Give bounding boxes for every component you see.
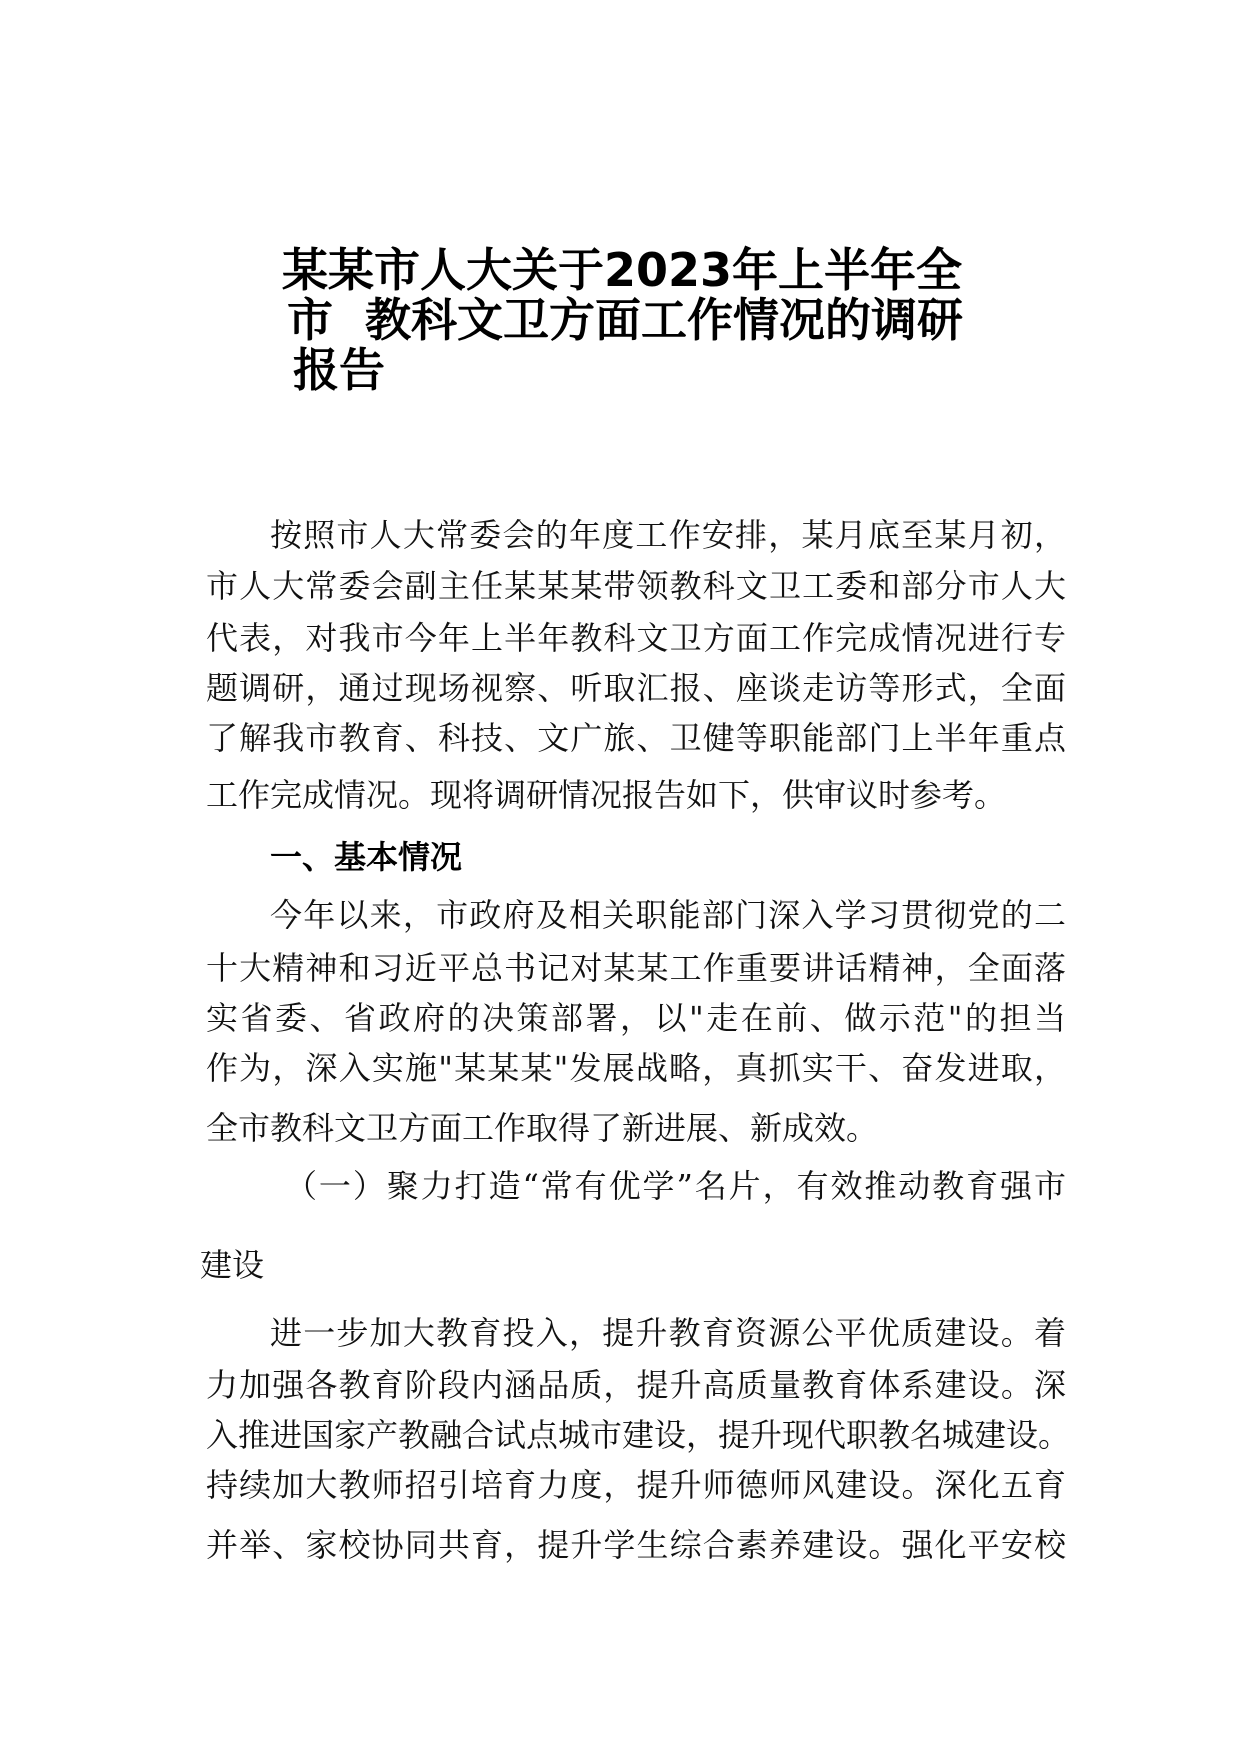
title-line-3: 报告: [293, 343, 385, 397]
subsection-line-4: 持续加大教师招引培育力度，提升师德师风建设。深化五育: [206, 1466, 1066, 1504]
section1-line-5: 全市教科文卫方面工作取得了新进展、新成效。: [206, 1109, 879, 1147]
section1-line-1: 今年以来，市政府及相关职能部门深入学习贯彻党的二: [270, 896, 1066, 934]
intro-line-3: 代表，对我市今年上半年教科文卫方面工作完成情况进行专: [206, 619, 1066, 657]
intro-line-1: 按照市人大常委会的年度工作安排，某月底至某月初，: [270, 516, 1066, 554]
intro-line-2: 市人大常委会副主任某某某带领教科文卫工委和部分市人大: [206, 567, 1066, 605]
intro-line-6: 工作完成情况。现将调研情况报告如下，供审议时参考。: [206, 776, 1007, 814]
intro-line-4: 题调研，通过现场视察、听取汇报、座谈走访等形式，全面: [206, 669, 1066, 707]
section1-line-2: 十大精神和习近平总书记对某某工作重要讲话精神，全面落: [206, 949, 1066, 987]
section1-line-4: 作为，深入实施"某某某"发展战略，真抓实干、奋发进取，: [206, 1049, 1066, 1087]
subsection-heading: （一）聚力打造“常有优学”名片，有效推动教育强市: [285, 1167, 1066, 1205]
title-line-1: 某某市人大关于2023年上半年全: [282, 243, 963, 297]
intro-line-5: 了解我市教育、科技、文广旅、卫健等职能部门上半年重点: [206, 719, 1066, 757]
title-line-2: 市 教科文卫方面工作情况的调研: [287, 293, 964, 347]
section1-line-3: 实省委、省政府的决策部署，以"走在前、做示范"的担当: [206, 999, 1066, 1037]
section-heading-basic: 一、基本情况: [270, 838, 463, 876]
subsection-line-2: 力加强各教育阶段内涵品质，提升高质量教育体系建设。深: [206, 1366, 1066, 1404]
subsection-heading-cont: 建设: [200, 1246, 265, 1284]
subsection-line-3: 入推进国家产教融合试点城市建设，提升现代职教名城建设。: [206, 1416, 1071, 1454]
subsection-line-1: 进一步加大教育投入，提升教育资源公平优质建设。着: [270, 1314, 1066, 1352]
subsection-line-5: 并举、家校协同共育，提升学生综合素养建设。强化平安校: [206, 1526, 1066, 1564]
